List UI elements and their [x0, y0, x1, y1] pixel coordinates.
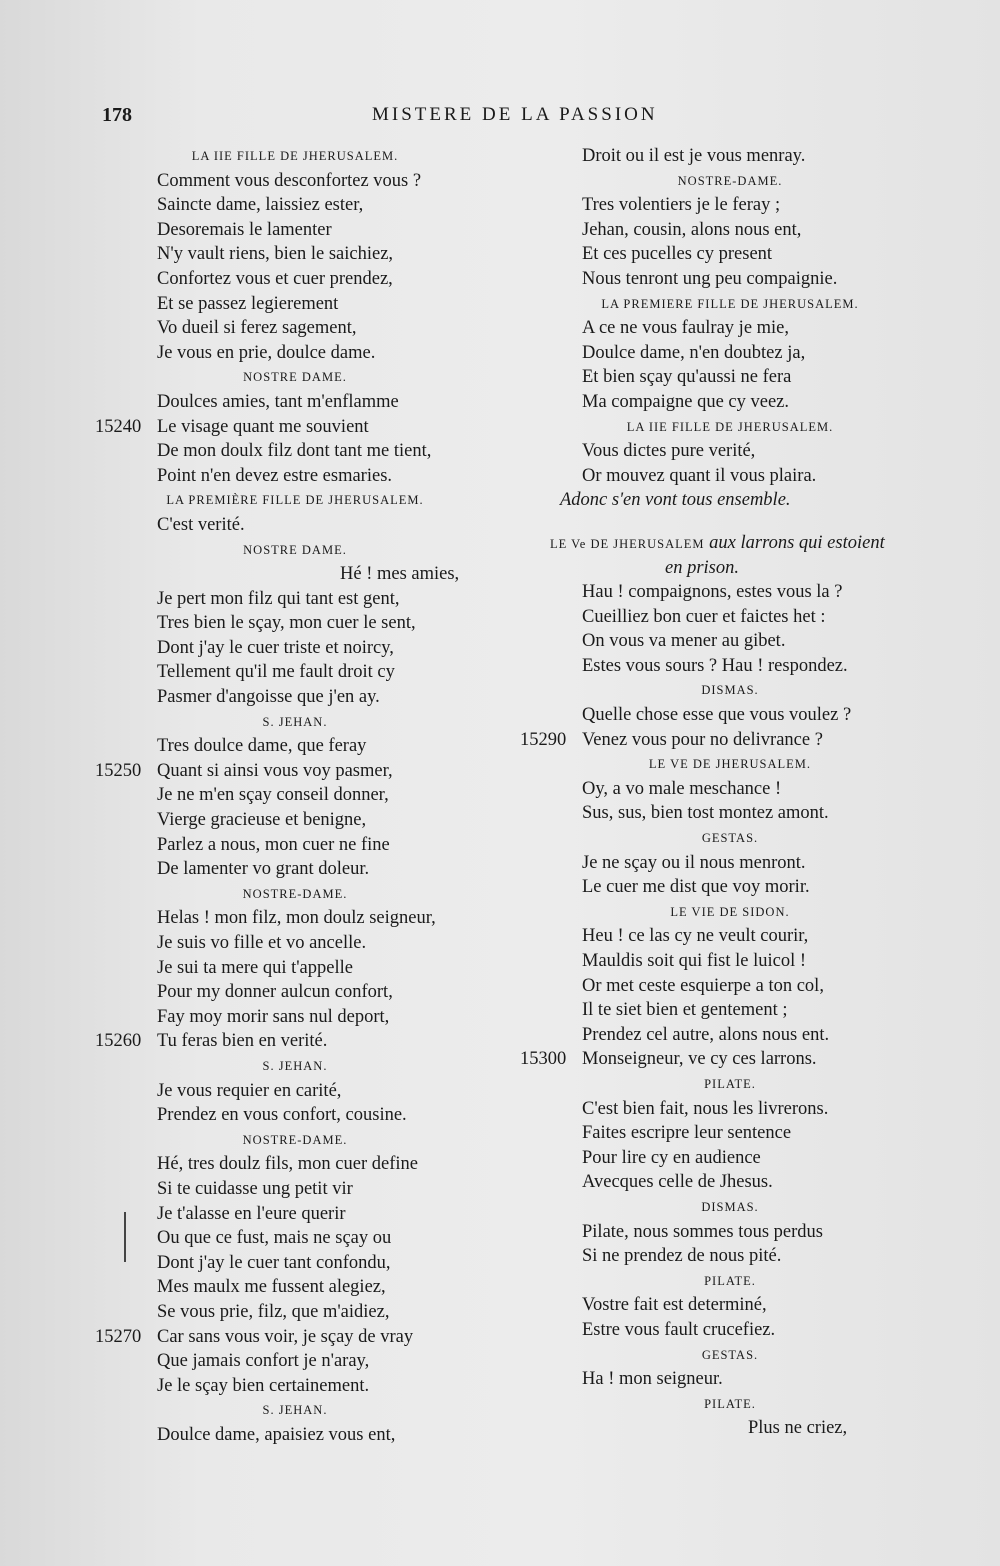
- line-text: Hé ! mes amies,: [340, 564, 460, 585]
- line-text: N'y vault riens, bien le saichiez,: [157, 244, 394, 265]
- line-text: Ou que ce fust, mais ne sçay ou: [157, 1228, 392, 1249]
- verse-line: [520, 144, 940, 169]
- verse-line: [95, 980, 495, 1005]
- line-text: Tres bien le sçay, mon cuer le sent,: [157, 613, 416, 634]
- verse-line: [95, 956, 495, 981]
- speaker-name: LE Ve DE JHERUSALEM: [550, 536, 705, 551]
- line-text: NOSTRE-DAME.: [242, 886, 348, 901]
- verse-line: [95, 1079, 495, 1104]
- line-text: C'est bien fait, nous les livrerons.: [582, 1098, 829, 1119]
- line-text: A ce ne vous faulray je mie,: [582, 318, 790, 339]
- speaker-heading: [520, 826, 940, 851]
- verse-line: [520, 1416, 940, 1441]
- line-text: Droit ou il est je vous menray.: [582, 146, 806, 166]
- line-text: Je t'alasse en l'eure querir: [157, 1203, 346, 1224]
- speaker-heading: [520, 752, 940, 777]
- line-text: NOSTRE-DAME.: [242, 1132, 348, 1147]
- line-text: Doulce dame, n'en doubtez ja,: [582, 342, 806, 363]
- speaker-heading: [95, 1398, 495, 1423]
- speaker-heading: [520, 415, 940, 440]
- line-text: Si te cuidasse ung petit vir: [157, 1178, 353, 1199]
- line-text: Vierge gracieuse et benigne,: [157, 810, 367, 831]
- verse-line: [520, 193, 940, 218]
- line-text: Dont j'ay le cuer tant confondu,: [157, 1252, 391, 1273]
- line-text: On vous va mener au gibet.: [582, 631, 786, 652]
- speaker-heading: [95, 488, 495, 513]
- verse-line: [95, 292, 495, 317]
- verse-line: [520, 875, 940, 900]
- speaker-heading: [95, 144, 495, 169]
- line-text: Nous tenront ung peu compaignie.: [582, 268, 838, 289]
- verse-line: [95, 1300, 495, 1325]
- line-text: Ha ! mon seigneur.: [582, 1369, 723, 1390]
- line-text: Et bien sçay qu'aussi ne fera: [582, 367, 792, 388]
- line-text: Jehan, cousin, alons nous ent,: [582, 219, 802, 240]
- verse-line: [95, 833, 495, 858]
- verse-line: [95, 1177, 495, 1202]
- line-text: Et ces pucelles cy present: [582, 244, 773, 265]
- verse-line: [520, 1367, 940, 1392]
- verse-line: [95, 685, 495, 710]
- line-text: S. JEHAN.: [262, 1058, 328, 1073]
- verse-line: [520, 1293, 940, 1318]
- verse-line: [95, 931, 495, 956]
- line-text: Oy, a vo male meschance !: [582, 778, 782, 799]
- speaker-heading: [520, 531, 940, 556]
- line-text: Faites escripre leur sentence: [582, 1123, 792, 1144]
- line-text: Prendez cel autre, alons nous ent.: [582, 1024, 830, 1045]
- verse-line: [520, 439, 940, 464]
- verse-line: [520, 1146, 940, 1171]
- verse-line: [95, 341, 495, 366]
- line-text: Ma compaigne que cy veez.: [582, 391, 790, 412]
- speaker-heading: [520, 556, 940, 581]
- verse-line: [95, 562, 495, 587]
- line-text: PILATE.: [704, 1273, 756, 1288]
- verse-line: [520, 580, 940, 605]
- verse-line: [95, 734, 495, 759]
- speaker-heading: [95, 365, 495, 390]
- line-text: Helas ! mon filz, mon doulz seigneur,: [157, 908, 436, 929]
- verse-line: [95, 611, 495, 636]
- verse-line: [95, 808, 495, 833]
- verse-line: [95, 636, 495, 661]
- verse-line: [95, 1029, 495, 1054]
- line-text: Je le sçay bien certainement.: [157, 1375, 370, 1396]
- line-text: LA PREMIÈRE FILLE DE JHERUSALEM.: [166, 493, 424, 508]
- verse-line: [520, 242, 940, 267]
- speaker-heading: [520, 1269, 940, 1294]
- line-text: Pasmer d'angoisse que j'en ay.: [157, 687, 380, 708]
- line-text: DISMAS.: [701, 1199, 759, 1214]
- verse-line: [95, 857, 495, 882]
- line-text: S. JEHAN.: [262, 714, 328, 729]
- line-text: Si ne prendez de nous pité.: [582, 1246, 782, 1267]
- verse-line: [95, 1325, 495, 1350]
- line-text: Avecques celle de Jhesus.: [582, 1172, 773, 1193]
- line-text: Et se passez legierement: [157, 293, 339, 314]
- running-head: MISTERE DE LA PASSION: [372, 104, 658, 125]
- speaker-heading: [520, 1343, 940, 1368]
- line-text: Confortez vous et cuer prendez,: [157, 268, 393, 289]
- line-text: Le cuer me dist que voy morir.: [582, 877, 810, 898]
- speaker-heading: [95, 538, 495, 563]
- line-text: S. JEHAN.: [262, 1403, 328, 1418]
- speaker-heading: [520, 900, 940, 925]
- left-column: [95, 144, 495, 1447]
- verse-line: [95, 169, 495, 194]
- verse-line: [520, 390, 940, 415]
- line-text: Mauldis soit qui fist le luicol !: [582, 951, 807, 971]
- speaker-heading: [520, 292, 940, 317]
- verse-line: [520, 1047, 940, 1072]
- verse-line: [95, 390, 495, 415]
- speaker-heading: [520, 1072, 940, 1097]
- speaker-heading: [520, 169, 940, 194]
- line-text: DISMAS.: [701, 683, 759, 698]
- line-number: 15300: [520, 1049, 567, 1070]
- line-text: Pilate, nous sommes tous perdus: [582, 1221, 824, 1242]
- verse-line: [520, 998, 940, 1023]
- verse-line: [95, 587, 495, 612]
- verse-line: [520, 1121, 940, 1146]
- line-text: Mes maulx me fussent alegiez,: [157, 1277, 386, 1298]
- verse-line: [95, 1423, 495, 1448]
- line-text: Or mouvez quant il vous plaira.: [582, 465, 817, 486]
- line-text: Le visage quant me souvient: [157, 416, 369, 437]
- line-number: 15260: [95, 1031, 142, 1052]
- verse-line: [520, 1244, 940, 1269]
- verse-line: [520, 341, 940, 366]
- line-text: Saincte dame, laissiez ester,: [157, 195, 364, 216]
- verse-line: [95, 242, 495, 267]
- verse-line: [520, 316, 940, 341]
- line-text: GESTAS.: [701, 1347, 759, 1362]
- line-number: 15240: [95, 416, 142, 437]
- line-text: Pour lire cy en audience: [582, 1147, 761, 1168]
- verse-line: [520, 777, 940, 802]
- stage-direction: en prison.: [665, 557, 739, 578]
- speaker-heading: [520, 678, 940, 703]
- verse-line: [95, 316, 495, 341]
- line-text: Je suis vo fille et vo ancelle.: [157, 933, 367, 953]
- verse-line: [520, 654, 940, 679]
- line-text: Heu ! ce las cy ne veult courir,: [582, 926, 809, 947]
- verse-line: [520, 728, 940, 753]
- verse-line: [95, 1374, 495, 1399]
- verse-line: [95, 464, 495, 489]
- line-text: Je vous en prie, doulce dame.: [157, 342, 376, 363]
- line-text: Dont j'ay le cuer triste et noircy,: [157, 637, 394, 658]
- verse-line: [520, 974, 940, 999]
- verse-line: [95, 1349, 495, 1374]
- line-text: Quelle chose esse que vous voulez ?: [582, 705, 852, 726]
- verse-line: [520, 1170, 940, 1195]
- verse-line: [95, 1251, 495, 1276]
- line-text: Je ne m'en sçay conseil donner,: [157, 785, 389, 806]
- verse-line: [520, 365, 940, 390]
- verse-line: [520, 629, 940, 654]
- verse-line: [95, 1226, 495, 1251]
- verse-line: [520, 949, 940, 974]
- stage-direction: aux larrons qui estoient: [709, 532, 885, 553]
- page-number: 178: [102, 104, 132, 126]
- speaker-heading: [95, 710, 495, 735]
- line-text: Se vous prie, filz, que m'aidiez,: [157, 1301, 390, 1322]
- verse-line: [95, 513, 495, 538]
- verse-line: [95, 267, 495, 292]
- line-text: Je ne sçay ou il nous menront.: [582, 852, 806, 873]
- verse-line: [520, 464, 940, 489]
- verse-line: [95, 415, 495, 440]
- line-text: Comment vous desconfortez vous ?: [157, 170, 422, 191]
- line-text: Que jamais confort je n'aray,: [157, 1351, 370, 1372]
- line-text: Vo dueil si ferez sagement,: [157, 318, 357, 339]
- line-text: LA PREMIERE FILLE DE JHERUSALEM.: [601, 296, 859, 311]
- line-text: LE VE DE JHERUSALEM.: [648, 757, 812, 772]
- verse-line: [95, 1103, 495, 1128]
- line-text: Desoremais le lamenter: [157, 219, 332, 240]
- heading-text: [550, 531, 885, 557]
- line-text: Car sans vous voir, je sçay de vray: [157, 1326, 414, 1347]
- line-text: Quant si ainsi vous voy pasmer,: [157, 760, 393, 781]
- line-text: Vous dictes pure verité,: [582, 441, 756, 462]
- line-text: NOSTRE-DAME.: [677, 173, 783, 188]
- line-text: Tres volentiers je le feray ;: [582, 195, 781, 216]
- line-text: Tu feras bien en verité.: [157, 1031, 328, 1052]
- verse-line: [520, 851, 940, 876]
- verse-line: [520, 267, 940, 292]
- line-text: Doulces amies, tant m'enflamme: [157, 391, 399, 412]
- verse-line: [95, 1005, 495, 1030]
- line-text: C'est verité.: [157, 514, 245, 535]
- line-text: Il te siet bien et gentement ;: [582, 1000, 788, 1021]
- line-number: 15290: [520, 729, 567, 750]
- verse-line: [95, 759, 495, 784]
- line-text: Tres doulce dame, que feray: [157, 736, 367, 757]
- line-text: Point n'en devez estre esmaries.: [157, 465, 393, 486]
- line-number: 15250: [95, 760, 142, 781]
- line-text: Je pert mon filz qui tant est gent,: [157, 588, 400, 609]
- line-text: PILATE.: [704, 1076, 756, 1091]
- line-text: Je sui ta mere qui t'appelle: [157, 957, 353, 978]
- line-text: Sus, sus, bien tost montez amont.: [582, 803, 829, 824]
- line-text: GESTAS.: [701, 831, 759, 846]
- line-text: Hé, tres doulz fils, mon cuer define: [157, 1154, 418, 1175]
- margin-pencil-mark: [124, 1212, 126, 1262]
- line-text: NOSTRE DAME.: [243, 542, 347, 557]
- verse-line: [520, 801, 940, 826]
- line-text: Pour my donner aulcun confort,: [157, 982, 393, 1003]
- line-text: Cueilliez bon cuer et faictes het :: [582, 606, 826, 627]
- line-text: Doulce dame, apaisiez vous ent,: [157, 1424, 396, 1445]
- speaker-heading: [95, 1128, 495, 1153]
- verse-line: [95, 660, 495, 685]
- verse-line: [520, 1318, 940, 1343]
- verse-line: [520, 218, 940, 243]
- line-text: Monseigneur, ve cy ces larrons.: [582, 1049, 817, 1070]
- line-text: Or met ceste esquierpe a ton col,: [582, 975, 824, 996]
- line-text: Fay moy morir sans nul deport,: [157, 1006, 390, 1027]
- line-text: Plus ne criez,: [748, 1418, 848, 1439]
- line-text: De lamenter vo grant doleur.: [157, 859, 370, 880]
- line-text: LA IIE FILLE DE JHERUSALEM.: [626, 419, 834, 434]
- verse-line: [520, 703, 940, 728]
- line-text: Je vous requier en carité,: [157, 1080, 342, 1101]
- verse-line: [520, 1097, 940, 1122]
- line-text: PILATE.: [704, 1396, 756, 1411]
- line-text: Prendez en vous confort, cousine.: [157, 1105, 407, 1126]
- verse-line: [95, 1275, 495, 1300]
- line-text: De mon doulx filz dont tant me tient,: [157, 441, 432, 462]
- line-text: Adonc s'en vont tous ensemble.: [560, 490, 791, 511]
- speaker-heading: [520, 1195, 940, 1220]
- right-column: [520, 144, 940, 1441]
- verse-line: [95, 906, 495, 931]
- line-text: Venez vous pour no delivrance ?: [582, 729, 823, 750]
- stage-direction: [520, 488, 940, 513]
- line-text: Tellement qu'il me fault droit cy: [157, 662, 395, 683]
- line-text: LA IIE FILLE DE JHERUSALEM.: [191, 149, 399, 163]
- speaker-heading: [520, 1392, 940, 1417]
- line-text: Estes vous sours ? Hau ! respondez.: [582, 655, 848, 676]
- verse-line: [520, 1023, 940, 1048]
- verse-line: [95, 218, 495, 243]
- verse-line: [95, 1152, 495, 1177]
- line-text: Estre vous fault crucefiez.: [582, 1319, 776, 1340]
- line-text: Vostre fait est determiné,: [582, 1295, 767, 1316]
- speaker-heading: [95, 1054, 495, 1079]
- verse-line: [95, 439, 495, 464]
- line-text: NOSTRE DAME.: [243, 370, 347, 385]
- line-text: Parlez a nous, mon cuer ne fine: [157, 834, 390, 855]
- verse-line: [520, 605, 940, 630]
- verse-line: [95, 193, 495, 218]
- line-text: Hau ! compaignons, estes vous la ?: [582, 582, 843, 603]
- line-number: 15270: [95, 1326, 142, 1347]
- line-text: LE VIE DE SIDON.: [670, 904, 790, 919]
- verse-line: [520, 924, 940, 949]
- spacer: [520, 513, 940, 531]
- verse-line: [520, 1220, 940, 1245]
- speaker-heading: [95, 882, 495, 907]
- verse-line: [95, 783, 495, 808]
- verse-line: [95, 1202, 495, 1227]
